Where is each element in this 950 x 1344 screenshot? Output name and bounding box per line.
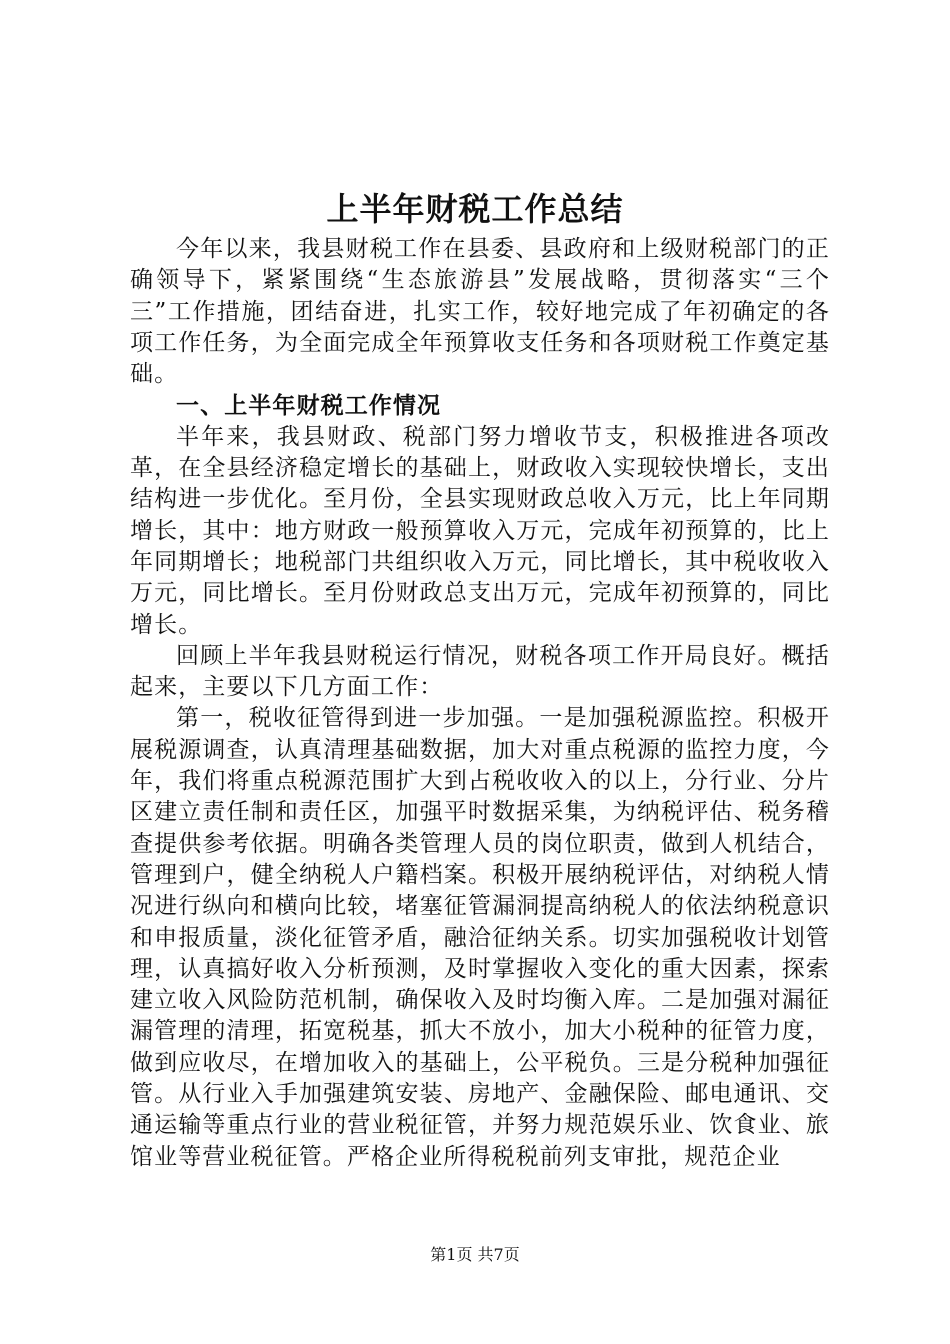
- tax-collection-paragraph: 第一，税收征管得到进一步加强。一是加强税源监控。积极开展税源调查，认真清理基础数据，加大对重点税源的监控力度，今年，我们将重点税源范围扩大到占税收收入的以上，分行业、分片区建立责任制和责任区，加强平时数据采集，为纳税评估、税务稽查提供参考依据。明确各类管理人员的岗位职责，做到人机结合，管理到户，健全纳税人户籍档案。积极开展纳税评估，对纳税人情况进行纵向和横向比较，堵塞征管漏洞提高纳税人的依法纳税意识和申报质量，淡化征管矛盾，融洽征纳关系。切实加强税收计划管理，认真搞好收入分析预测，及时掌握收入变化的重大因素，探索建立收入风险防范机制，确保收入及时均衡入库。二是加强对漏征漏管理的清理，拓宽税基，抓大不放小，加大小税种的征管力度，做到应收尽，在增加收入的基础上，公平税负。三是分税种加强征管。从行业入手加强建筑安装、房地产、金融保险、邮电通讯、交通运输等重点行业的营业税征管，并努力规范娱乐业、饮食业、旅馆业等营业税征管。严格企业所得税税前列支审批，规范企业: [130, 705, 830, 1170]
- summary-paragraph: 半年来，我县财政、税部门努力增收节支，积极推进各项改革，在全县经济稳定增长的基础上，财政收入实现较快增长，支出结构进一步优化。至月份，全县实现财政总收入万元，比上年同期增长，其中：地方财政一般预算收入万元，完成年初预算的，比上年同期增长；地税部门共组织收入万元，同比增长，其中税收收入万元，同比增长。至月份财政总支出万元，完成年初预算的，同比增长。: [130, 423, 830, 638]
- section-heading: 一、上半年财税工作情况: [176, 392, 442, 420]
- document-title: 上半年财税工作总结: [326, 190, 624, 228]
- document-body: [130, 234, 830, 1173]
- intro-paragraph: 今年以来，我县财税工作在县委、县政府和上级财税部门的正确领导下，紧紧围绕“生态旅游县”发展战略，贯彻落实“三个三”工作措施，团结奋进，扎实工作，较好地完成了年初确定的各项工作任务，为全面完成全年预算收支任务和各项财税工作奠定基础。: [130, 236, 830, 388]
- page-number-footer: 第1页 共7页: [430, 1245, 520, 1264]
- review-paragraph: 回顾上半年我县财税运行情况，财税各项工作开局良好。概括起来，主要以下几方面工作：: [130, 642, 830, 701]
